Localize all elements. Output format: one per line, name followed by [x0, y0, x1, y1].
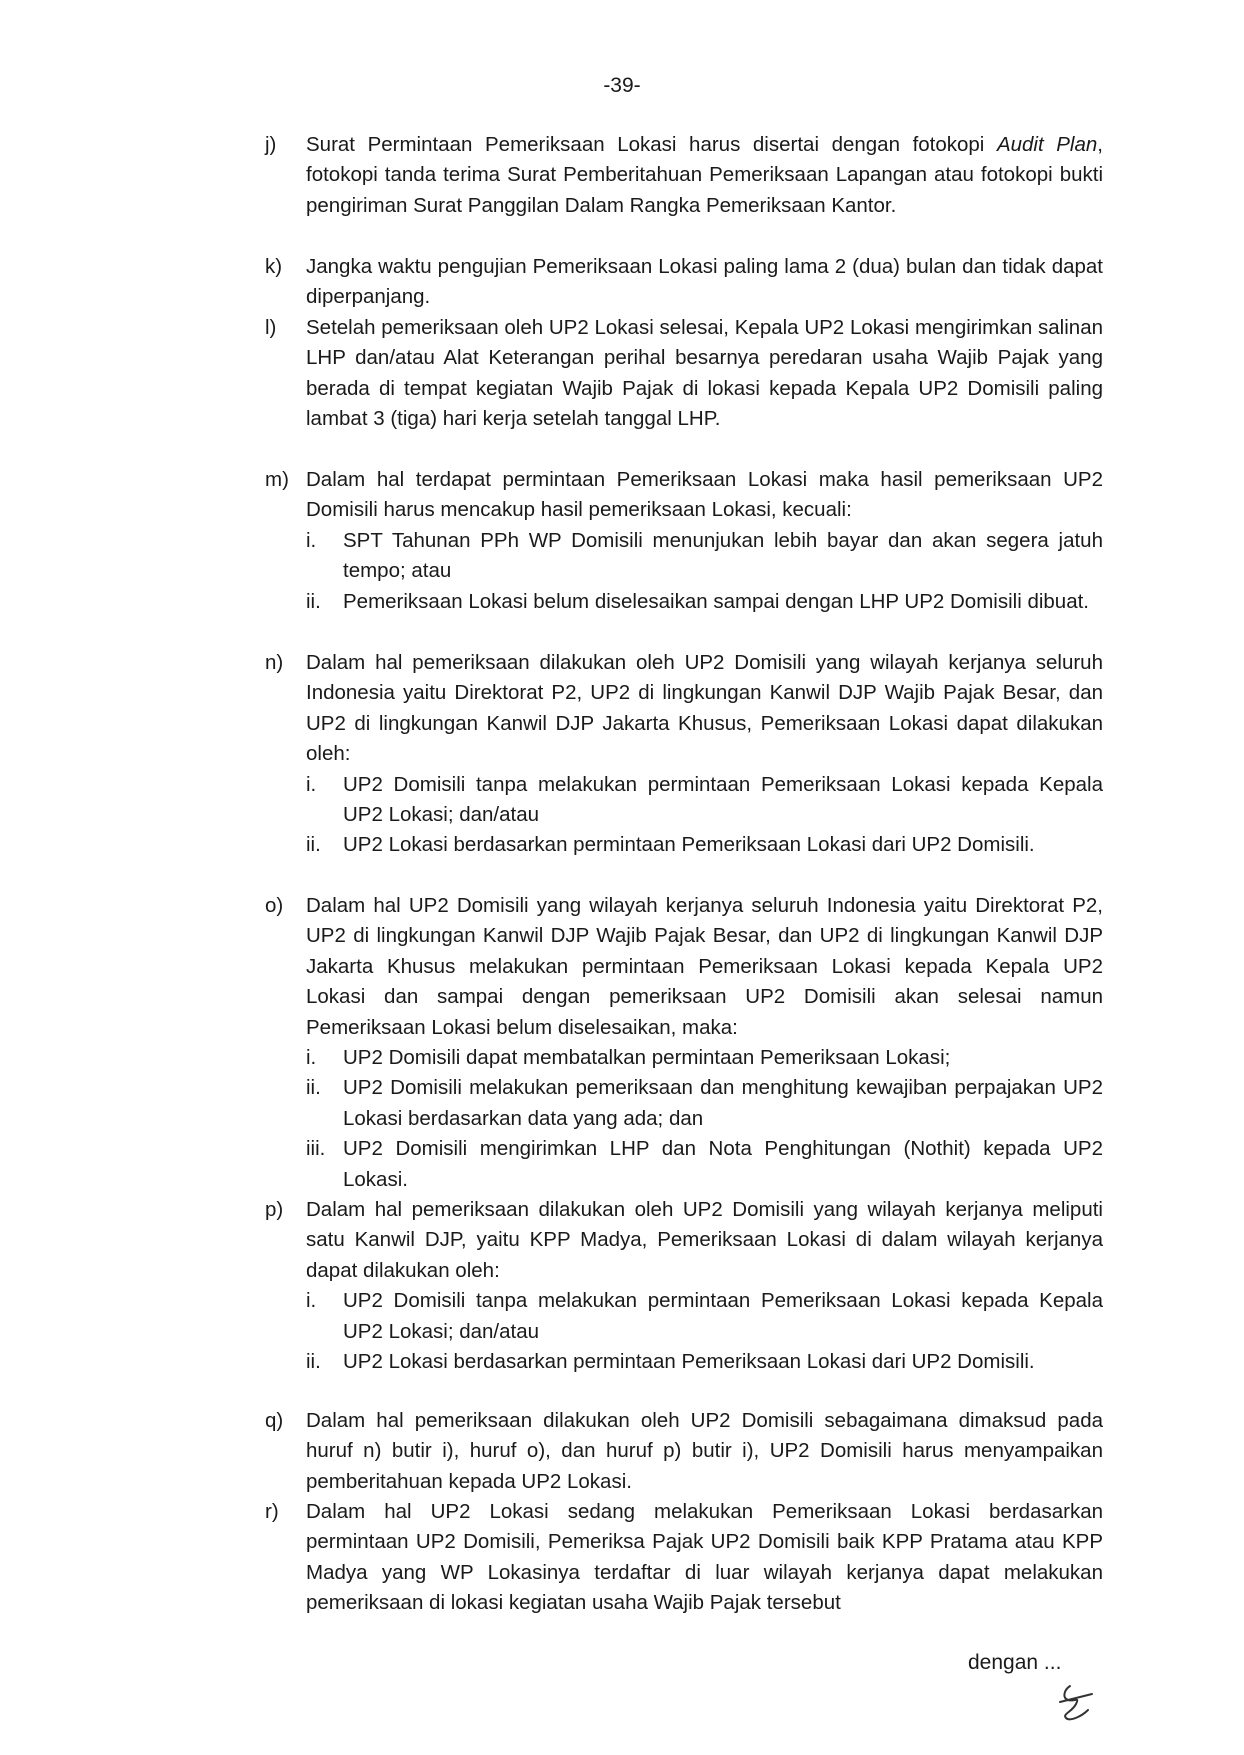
sub-item	[306, 1043, 1103, 1073]
sub-item	[306, 587, 1103, 617]
item-text: Dalam hal UP2 Lokasi sedang melakukan Pemeriksaan Lokasi berdasarkan permintaan UP2 Domisili, Pemeriksa Pajak UP2 Domisili baik KPP Pratama atau KPP Madya yang WP Lokasinya terdaftar di luar wilayah kerjanya dapat melakukan pemeriksaan di lokasi kegiatan usaha Wajib Pajak tersebut	[306, 1500, 1103, 1615]
item-marker: o)	[265, 894, 284, 917]
sub-item	[306, 526, 1103, 587]
item-text: Jangka waktu pengujian Pemeriksaan Lokasi paling lama 2 (dua) bulan dan tidak dapat diperpanjang.	[306, 255, 1103, 309]
item-marker: j)	[265, 133, 277, 156]
sub-item	[306, 770, 1103, 831]
sub-item-marker: ii.	[306, 833, 321, 857]
page-number: -39-	[603, 74, 641, 97]
sub-item-marker: ii.	[306, 1076, 321, 1100]
list-item-j	[265, 130, 1103, 221]
list-item-r	[265, 1497, 1103, 1619]
sub-item-text: UP2 Domisili tanpa melakukan permintaan Pemeriksaan Lokasi kepada Kepala UP2 Lokasi; dan/atau	[343, 772, 1103, 827]
item-text: Dalam hal terdapat permintaan Pemeriksaan Lokasi maka hasil pemeriksaan UP2 Domisili harus mencakup hasil pemeriksaan Lokasi, kecuali:	[306, 468, 1103, 522]
sub-item-text: UP2 Domisili tanpa melakukan permintaan Pemeriksaan Lokasi kepada Kepala UP2 Lokasi; dan/atau	[343, 1289, 1103, 1343]
item-text: Surat Permintaan Pemeriksaan Lokasi harus disertai dengan fotokopi Audit Plan, fotokopi tanda terima Surat Pemberitahuan Pemeriksaan Lapangan atau fotokopi bukti pengiriman Surat Panggilan Dalam Rangka Pemeriksaan Kantor.	[306, 133, 1103, 217]
list-item-k	[265, 252, 1103, 313]
continuation-footer: dengan ...	[968, 1651, 1062, 1674]
sub-item	[306, 830, 1103, 860]
item-text: Dalam hal pemeriksaan dilakukan oleh UP2 Domisili yang wilayah kerjanya meliputi satu Kanwil DJP, yaitu KPP Madya, Pemeriksaan Lokasi di dalam wilayah kerjanya dapat dilakukan oleh:	[306, 1198, 1103, 1282]
list-item-p	[265, 1195, 1103, 1377]
item-marker: k)	[265, 255, 283, 278]
list-item-m	[265, 465, 1103, 617]
sub-item-text: UP2 Domisili mengirimkan LHP dan Nota Penghitungan (Nothit) kepada UP2 Lokasi.	[343, 1137, 1103, 1191]
sub-item-marker: i.	[306, 1046, 317, 1070]
sub-item-text: Pemeriksaan Lokasi belum diselesaikan sampai dengan LHP UP2 Domisili dibuat.	[343, 589, 1089, 613]
item-text: Setelah pemeriksaan oleh UP2 Lokasi selesai, Kepala UP2 Lokasi mengirimkan salinan LHP dan/atau Alat Keterangan perihal besarnya peredaran usaha Wajib Pajak yang berada di tempat kegiatan Wajib Pajak di lokasi kepada Kepala UP2 Domisili paling lambat 3 (tiga) hari kerja setelah tanggal LHP.	[306, 316, 1103, 431]
sub-item-text: UP2 Domisili melakukan pemeriksaan dan menghitung kewajiban perpajakan UP2 Lokasi berdasarkan data yang ada; dan	[343, 1076, 1103, 1130]
sub-item	[306, 1134, 1103, 1195]
sub-item-text: UP2 Lokasi berdasarkan permintaan Pemeriksaan Lokasi dari UP2 Domisili.	[343, 833, 1035, 857]
item-marker: p)	[265, 1198, 284, 1221]
item-marker: l)	[265, 316, 277, 339]
item-marker: n)	[265, 651, 284, 674]
item-text: Dalam hal pemeriksaan dilakukan oleh UP2 Domisili yang wilayah kerjanya seluruh Indonesia yaitu Direktorat P2, UP2 di lingkungan Kanwil DJP Wajib Pajak Besar, dan UP2 di lingkungan Kanwil DJP Jakarta Khusus, Pemeriksaan Lokasi dapat dilakukan oleh:	[306, 651, 1103, 766]
sub-item-marker: iii.	[306, 1137, 326, 1161]
sub-item-text: UP2 Domisili dapat membatalkan permintaan Pemeriksaan Lokasi;	[343, 1046, 951, 1070]
sub-item-marker: i.	[306, 772, 317, 796]
sub-item	[306, 1073, 1103, 1134]
list-item-n	[265, 648, 1103, 861]
item-text: Dalam hal pemeriksaan dilakukan oleh UP2 Domisili sebagaimana dimaksud pada huruf n) butir i), huruf o), dan huruf p) butir i), UP2 Domisili harus menyampaikan pemberitahuan kepada UP2 Lokasi.	[306, 1409, 1103, 1493]
list-item-l	[265, 313, 1103, 435]
sub-item-marker: i.	[306, 1289, 317, 1313]
list-item-q	[265, 1406, 1103, 1497]
sub-item-text: UP2 Lokasi berdasarkan permintaan Pemeriksaan Lokasi dari UP2 Domisili.	[343, 1350, 1035, 1374]
sub-item	[306, 1347, 1103, 1377]
sub-item-marker: ii.	[306, 589, 321, 613]
sub-item-marker: i.	[306, 528, 317, 552]
item-marker: r)	[265, 1500, 279, 1523]
item-text: Dalam hal UP2 Domisili yang wilayah kerjanya seluruh Indonesia yaitu Direktorat P2, UP2 di lingkungan Kanwil DJP Wajib Pajak Besar, dan UP2 di lingkungan Kanwil DJP Jakarta Khusus melakukan permintaan Pemeriksaan Lokasi kepada Kepala UP2 Lokasi dan sampai dengan pemeriksaan UP2 Domisili akan selesai namun Pemeriksaan Lokasi belum diselesaikan, maka:	[306, 894, 1103, 1039]
sub-item	[306, 1286, 1103, 1347]
item-marker: m)	[265, 468, 289, 491]
list-item-o	[265, 891, 1103, 1195]
sub-item-marker: ii.	[306, 1350, 321, 1374]
item-marker: q)	[265, 1409, 284, 1432]
sub-item-text: SPT Tahunan PPh WP Domisili menunjukan lebih bayar dan akan segera jatuh tempo; atau	[343, 528, 1103, 583]
initial-signature-icon	[1052, 1680, 1098, 1726]
